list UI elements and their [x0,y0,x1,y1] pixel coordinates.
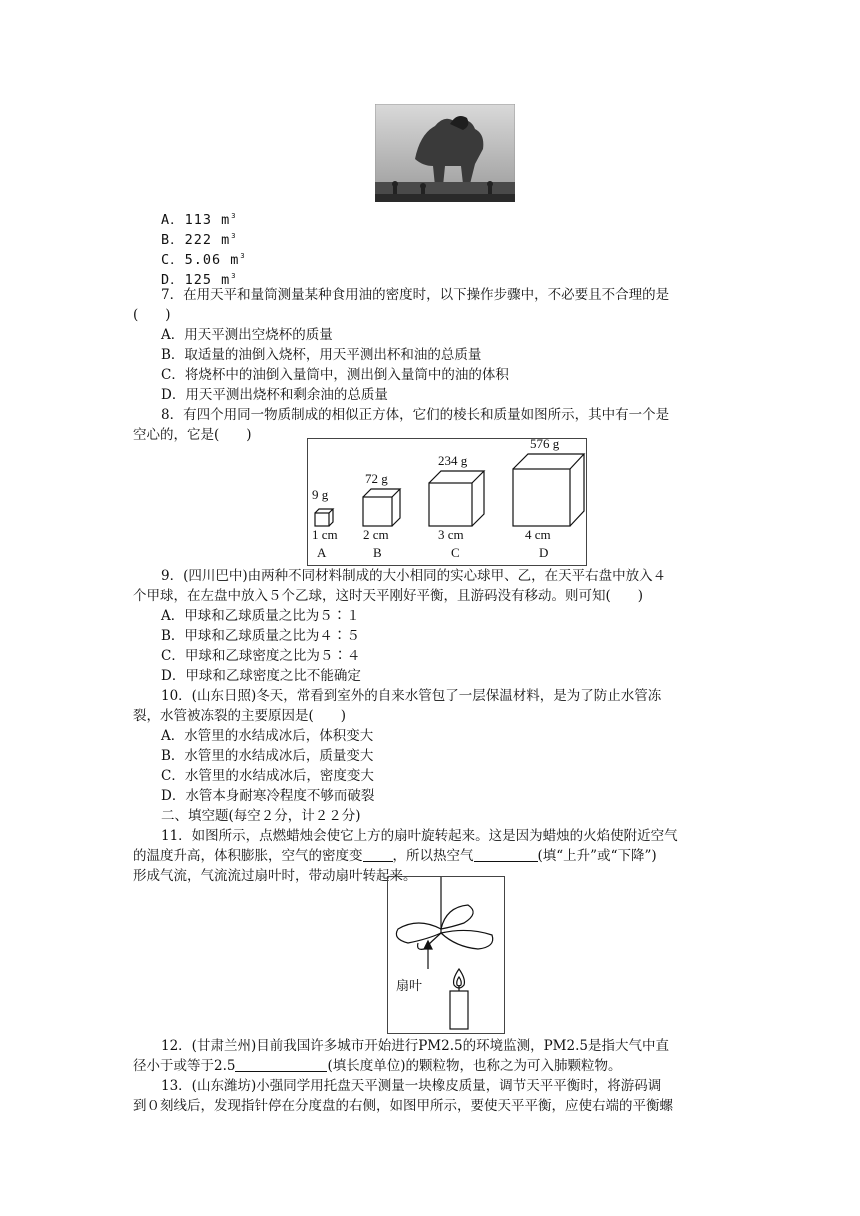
cube-d-letter: D [539,545,549,560]
q9-option-b: B．甲球和乙球质量之比为４∶５ [161,628,360,644]
statue-photo [375,104,515,202]
q11-blank-1[interactable] [363,849,393,862]
q7-option-c: C．将烧杯中的油倒入量筒中，测出倒入量筒中的油的体积 [161,367,509,383]
cube-b-edge: 2 cm [363,527,389,542]
q7-stem-line2: ( ) [133,307,171,323]
q9-stem-line1: 9．(四川巴中)由两种不同材料制成的大小相同的实心球甲、乙，在天平右盘中放入４ [161,568,667,584]
q11-line3: 形成气流，气流流过扇叶时，带动扇叶转起来。 [133,868,417,884]
q7-option-a: A．用天平测出空烧杯的质量 [161,327,333,343]
cube-a-letter: A [317,545,327,560]
cube-c-letter: C [451,545,460,560]
q10-option-b: B．水管里的水结成冰后，质量变大 [161,748,374,764]
q7-option-d: D．用天平测出烧杯和剩余油的总质量 [161,387,388,403]
q6-option-c: C．5.06 $m^3$ [161,252,246,268]
q13-line2: 到０刻线后，发现指针停在分度盘的右侧，如图甲所示，要使天平平衡，应使右端的平衡螺 [133,1098,673,1114]
q6-option-d: D．125 $m^3$ [161,272,237,288]
q13-line1: 13．(山东潍坊)小强同学用托盘天平测量一块橡皮质量，调节天平平衡时，将游码调 [161,1078,662,1094]
q9-option-d: D．甲球和乙球密度之比不能确定 [161,668,361,684]
cube-d-edge: 4 cm [525,527,551,542]
q12-line1: 12．(甘肃兰州)目前我国许多城市开始进行PM2.5的环境监测，PM2.5是指大气中直 [161,1038,669,1054]
q10-option-c: C．水管里的水结成冰后，密度变大 [161,768,374,784]
q8-stem-line1: 8．有四个用同一物质制成的相似正方体，它们的棱长和质量如图所示，其中有一个是 [161,407,670,423]
section-heading-fill-in: 二、填空题(每空２分，计２２分) [161,808,361,824]
cube-c-edge: 3 cm [438,527,464,542]
cube-a-edge: 1 cm [312,527,338,542]
cube-b-letter: B [373,545,382,560]
q7-option-b: B．取适量的油倒入烧杯，用天平测出杯和油的总质量 [161,347,482,363]
candle-fan-figure [387,876,505,1034]
cube-c-mass: 234 g [438,453,468,468]
cube-d-mass: 576 g [530,436,560,451]
q9-stem-line2: 个甲球，在左盘中放入５个乙球，这时天平刚好平衡，且游码没有移动。则可知( ) [133,588,644,604]
q12-blank[interactable] [235,1059,327,1072]
q9-option-a: A．甲球和乙球质量之比为５∶１ [161,608,360,624]
q6-option-a: A．113 $m^3$ [161,212,237,228]
q8-stem-line2: 空心的，它是( ) [133,427,252,443]
q10-stem-line2: 裂，水管被冻裂的主要原因是( ) [133,708,347,724]
fan-blade-label: 扇叶 [396,979,423,994]
cubes-figure [307,438,587,566]
q11-blank-2[interactable] [474,849,538,862]
q11-line2: 的温度升高，体积膨胀，空气的密度变 ，所以热空气 (填“上升”或“下降”) [133,848,657,864]
q12-line2: 径小于或等于2.5 (填长度单位)的颗粒物，也称之为可入肺颗粒物。 [133,1058,622,1074]
q9-option-c: C．甲球和乙球密度之比为５∶４ [161,648,361,664]
cube-b-mass: 72 g [365,471,388,486]
q11-line1: 11．如图所示，点燃蜡烛会使它上方的扇叶旋转起来。这是因为蜡烛的火焰使附近空气 [161,828,678,844]
q10-option-d: D．水管本身耐寒冷程度不够而破裂 [161,788,375,804]
q10-stem-line1: 10．(山东日照)冬天，常看到室外的自来水管包了一层保温材料，是为了防止水管冻 [161,688,662,704]
q6-option-b: B．222 $m^3$ [161,232,237,248]
q10-option-a: A．水管里的水结成冰后，体积变大 [161,728,374,744]
cube-a-mass: 9 g [312,487,329,502]
q7-stem-line1: 7．在用天平和量筒测量某种食用油的密度时，以下操作步骤中，不必要且不合理的是 [161,287,670,303]
